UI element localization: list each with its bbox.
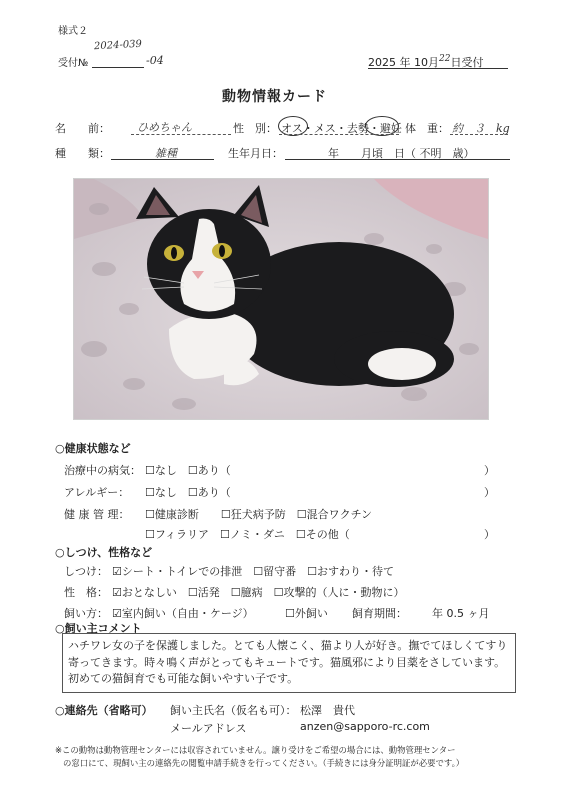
training-heading: ○しつけ、性格など xyxy=(55,546,153,559)
personality-label: 性 格： xyxy=(64,586,108,599)
keeping-outdoor[interactable]: ☐外飼い xyxy=(285,607,328,620)
disease-close: ） xyxy=(484,464,495,477)
comment-text: ハチワレ女の子を保護しました。とても人懐こく、猫より人が好き。撫でてほしくてすり寄ってきます。時々鳴く声がとってもキュートです。猫風邪により目薬をさしています。初めての猫飼育でも可能な飼いやすい子です。 xyxy=(68,639,508,685)
sex-spayed-circle xyxy=(365,116,399,136)
page-title: 動物情報カード xyxy=(222,89,327,105)
date-year-label: 年 xyxy=(399,56,411,69)
disease-options[interactable]: ☐なし ☐あり（ xyxy=(145,464,231,477)
disease-label: 治療中の病気： xyxy=(64,464,141,477)
footer-note-line-2: の窓口にて、現飼い主の連絡先の閲覧申請手続きを行ってください。（手続きには身分証明証が必要です。） xyxy=(63,758,465,768)
birth-value: 年 月頃 日（ 不明 歳） xyxy=(328,147,475,160)
birth-line xyxy=(285,159,510,160)
keeping-indoor[interactable]: ☑室内飼い（自由・ケージ） xyxy=(112,607,254,620)
pet-photo xyxy=(73,178,489,420)
management-row-1[interactable]: ☐健康診断 ☐狂犬病予防 ☐混合ワクチン xyxy=(145,508,373,521)
weight-line xyxy=(450,134,508,135)
sex-options: オス・メス・去勢・避妊 xyxy=(281,122,402,135)
date-month-label: 月 xyxy=(428,56,439,69)
sex-label: 性 別： xyxy=(233,122,277,135)
email-value[interactable]: anzen@sapporo-rc.com xyxy=(300,720,430,733)
name-value: ひめちゃん xyxy=(137,121,192,134)
personality-options[interactable]: ☑おとなしい ☐活発 ☐臆病 ☐攻撃的（人に・動物に） xyxy=(112,586,405,599)
discipline-options[interactable]: ☑シート・トイレでの排泄 ☐留守番 ☐おすわり・待て xyxy=(112,565,395,578)
receipt-number-top: 2024-039 xyxy=(93,38,143,53)
comment-box xyxy=(62,633,516,693)
receipt-number-line xyxy=(92,67,144,68)
owner-value: 松澤 貴代 xyxy=(300,704,355,717)
cat-illustration xyxy=(74,179,488,419)
allergy-options[interactable]: ☐なし ☐あり（ xyxy=(145,486,231,499)
breed-value: 雑種 xyxy=(155,147,177,160)
allergy-label: アレルギー： xyxy=(64,486,130,499)
keeping-label: 飼い方： xyxy=(64,607,108,620)
allergy-close: ） xyxy=(484,486,495,499)
date-day: 22 xyxy=(439,54,451,64)
period-value: 年 0.5 ヶ月 xyxy=(432,607,490,620)
period-label: 飼育期間： xyxy=(352,607,407,620)
date-year: 2025 xyxy=(368,56,396,69)
management-close: ） xyxy=(484,528,495,541)
receipt-number-bottom: -04 xyxy=(146,54,164,67)
receipt-label: 受付№ xyxy=(58,58,89,69)
contact-heading: ○連絡先（省略可） xyxy=(55,704,153,717)
breed-line xyxy=(111,159,214,160)
owner-label: 飼い主氏名（仮名も可）： xyxy=(170,704,297,717)
weight-value: 約 ３ kg xyxy=(452,122,510,135)
comment-heading: ○飼い主コメント xyxy=(55,622,142,635)
management-label: 健 康 管 理： xyxy=(64,508,130,521)
date-month: 10 xyxy=(414,56,428,69)
birth-label: 生年月日： xyxy=(228,147,283,160)
management-row-2[interactable]: ☐フィラリア ☐ノミ・ダニ ☐その他（ xyxy=(145,528,350,541)
health-heading: ○健康状態など xyxy=(55,442,131,455)
form-number: 様式２ xyxy=(58,26,88,37)
footer-note-line-1: ※この動物は動物管理センターには収容されていません。譲り受けをご希望の場合には、動物管理センター xyxy=(55,745,456,755)
breed-label: 種 類： xyxy=(55,147,110,160)
email-label: メールアドレス xyxy=(170,722,247,735)
discipline-label: しつけ： xyxy=(64,565,108,578)
sex-line xyxy=(279,134,399,135)
sex-female-circle xyxy=(278,116,308,136)
receipt-date-line xyxy=(368,68,508,69)
name-label: 名 前： xyxy=(55,122,110,135)
weight-label: 体 重： xyxy=(405,122,449,135)
date-day-label: 日受付 xyxy=(450,56,484,69)
name-line xyxy=(131,134,231,135)
